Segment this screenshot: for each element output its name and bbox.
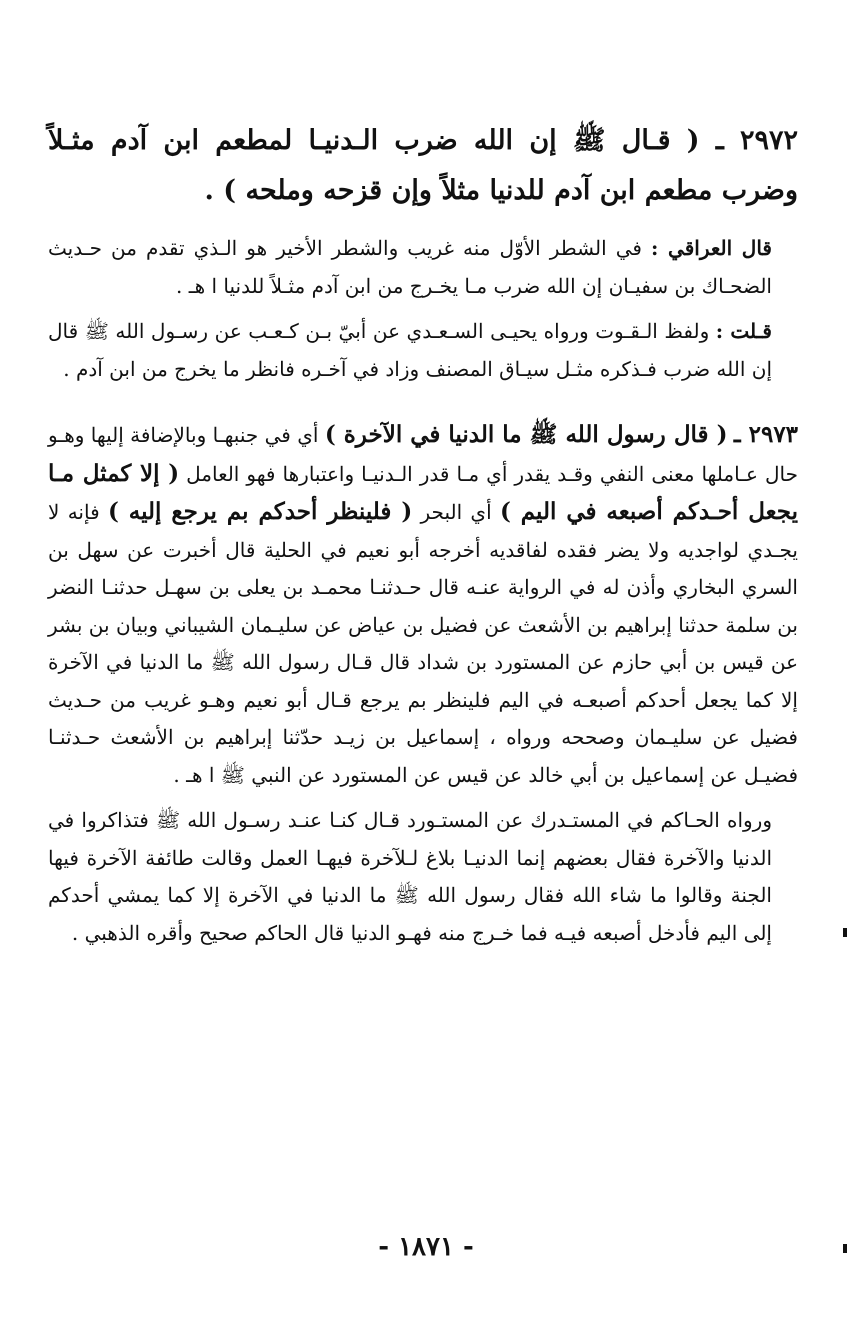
qultu-label: قـلت : <box>715 319 772 343</box>
page-number: - ١٨٧١ - <box>378 1232 474 1262</box>
hadith-2972-text: ( قـال ﷺ إن الله ضرب الـدنيـا لمطعم ابن آدم مثـلاً وضرب مطعم ابن آدم للدنيا مثلاً وإن قزحه وملحه ) . <box>48 125 798 206</box>
iraqi-text: في الشطر الأوّل منه غريب والشطر الأخير هو الـذي تقدم من حـديث الضحـاك بن سفيـان إن الله ضرب مـا يخـرج من ابن آدم مثـلاً للدنيا ا هـ . <box>48 236 772 298</box>
qultu-commentary <box>48 313 798 388</box>
hadith-2973 <box>48 416 798 794</box>
hadith-2973-text-2: أي البحر <box>420 500 492 524</box>
hadith-2973-head: ( قال رسول الله ﷺ ما الدنيا في الآخرة ) <box>324 421 728 448</box>
hadith-2973-text-1: أي في جنبهـا وبالإضافة إليها وهـو حال عـاملها معنى النفي وقـد يقدر أي مـا قدر الـدنيـا واعتبارها فهو العامل <box>48 423 798 486</box>
hadith-2972 <box>48 116 798 216</box>
hadith-2973-bold-1: ( إلا كمثل مـا يجعل أحـدكم أصبعه في اليم ) <box>48 459 799 525</box>
hakim-text: ورواه الحـاكم في المستـدرك عن المستـورد قـال كنـا عنـد رسـول الله ﷺ فتذاكروا في الدنيا والآخرة فقال بعضهم إنما الدنيـا بلاغ لـلآخرة فيهـا العمل وقالت طائفة الآخرة فيها الجنة وقالوا ما شاء الله فقال رسول الله ﷺ ما الدنيا في الآخرة إلا كما يمشي أحدكم إلى اليم فأدخل أصبعه فيـه فما خـرج منه فهـو الدنيا قال الحاكم صحيح وأقره الذهبي . <box>48 808 772 945</box>
iraqi-commentary <box>48 230 798 305</box>
margin-mark <box>843 1244 847 1253</box>
hadith-2973-number: ٢٩٧٣ ـ <box>733 421 799 448</box>
hakim-commentary <box>48 802 798 952</box>
qultu-text: ولفظ الـقـوت ورواه يحيـى السـعـدي عن أبيّ بـن كـعـب عن رسـول الله ﷺ قال إن الله ضرب فـذكره مثـل سيـاق المصنف وزاد في آخـره فانظر ما يخرج من ابن آدم . <box>48 319 772 381</box>
hadith-2973-text-3: فإنه لا يجـدي لواجديه ولا يضر فقده لفاقديه أخرجه أبو نعيم في الحلية قال أخبرت عن سهل بن السري البخاري وأذن له في الرواية عنـه قال حـدثنـا محمـد بن يعلى بن سهـل حدثنـا النضر بن سلمة حدثنا إبراهيم بن الأشعث عن فضيل بن عياض عن سليـمان الشيباني وبيان بن بشر عن قيس بن أبي حازم عن المستورد بن شداد قال قـال رسول الله ﷺ ما الدنيا في الآخرة إلا كما يجعل أحدكم أصبعـه في اليم فلينظر بم يرجع قـال أبو نعيم وهـو غريب من حـديث فضيل عن سليـمان وصححه ورواه ، إسماعيل بن زيـد حدّثنا إبراهيم بن الأشعث حـدثنـا فضيـل عن إسماعيل بن أبي خالد عن قيس عن المستورد عن النبي ﷺ ا هـ . <box>48 500 798 787</box>
hadith-2972-number: ٢٩٧٢ ـ <box>715 125 799 156</box>
page-body <box>48 116 798 958</box>
hadith-2973-bold-2: ( فلينظر أحدكم بم يرجع إليه ) <box>107 498 413 525</box>
margin-mark <box>843 928 847 937</box>
iraqi-label: قال العراقي : <box>651 236 772 260</box>
section-spacer <box>48 394 798 416</box>
